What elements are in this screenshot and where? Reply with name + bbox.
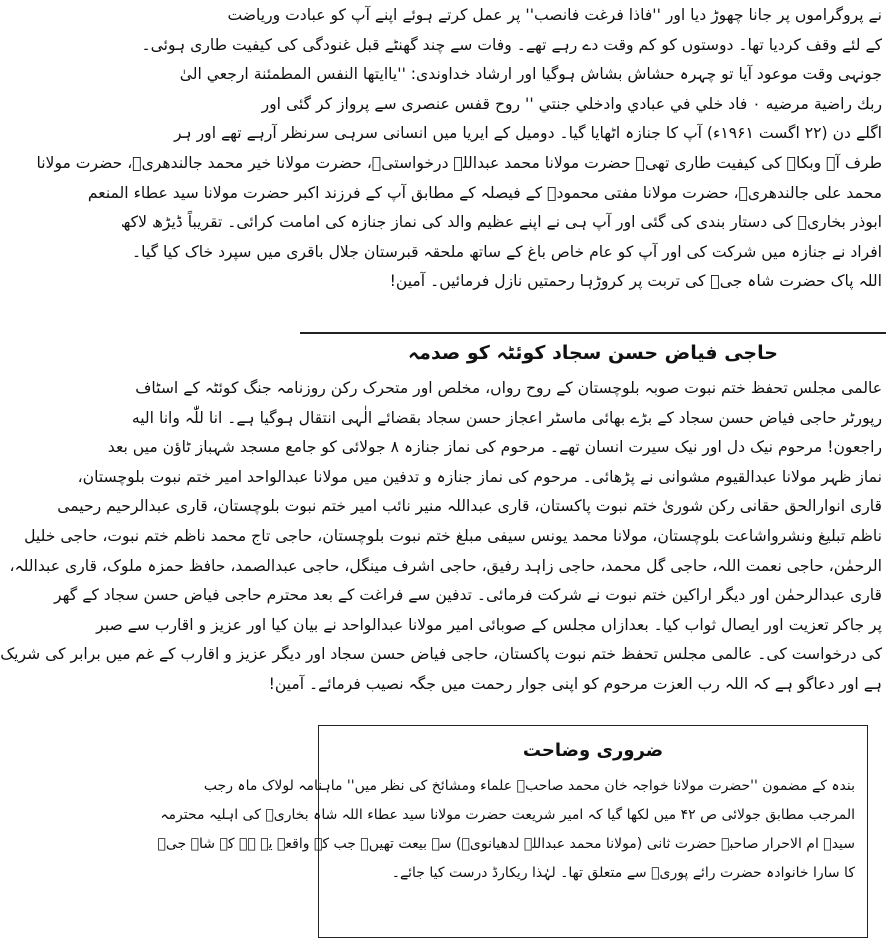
text-line: ناظم تبلیغ ونشرواشاعت بلوچستان، مولانا محمد یونس سیفی مبلغ ختم نبوت بلوچستان، حاجی تاج محمد ناظم ختم نبوت، حاجی خلیل	[24, 526, 882, 545]
text-line: نماز ظہر مولانا عبدالقیوم مشوانی نے پڑھائی۔ مرحوم کی نماز جنازہ و تدفین میں مولانا عبدالواحد امیر ختم نبوت بلوچستان،	[77, 467, 882, 486]
text-line: عالمی مجلس تحفظ ختم نبوت صوبہ بلوچستان کے روح رواں، مخلص اور متحرک رکن روزنامہ جنگ کوئٹہ کے اسٹاف	[135, 379, 882, 397]
text-line: نے پروگراموں پر جانا چھوڑ دیا اور ''فاذا فرغت فانصب'' پر عمل کرتے ہوئے اپنے آپ کو عبادت وریاضت	[227, 6, 882, 24]
text-line: طرف آہ وبکاہ کی کیفیت طاری تھی۔ حضرت مولانا محمد عبداللہ درخواستیؒ، حضرت مولانا خیر محمد جالندھریؒ، حضرت مولانا	[36, 153, 882, 172]
text-line: افراد نے جنازہ میں شرکت کی اور آپ کو عام خاص باغ کے ساتھ ملحقہ قبرستان جلال باقری میں سپرد خاک کیا گیا۔	[132, 242, 882, 261]
text-line: رپورٹر حاجی فیاض حسن سجاد کے بڑے بھائی ماسٹر اعجاز حسن سجاد بقضائے الٰہی انتقال ہوگیا ہے۔ انا للّٰہ وانا الیه	[131, 408, 882, 427]
text-line: پر جاکر تعزیت اور ایصال ثواب کیا۔ بعدازاں مجلس کے صوبائی امیر مولانا عبدالواحد نے بیان کیا اور عزیز و اقارب سے صبر	[96, 615, 882, 634]
section-divider	[300, 332, 886, 334]
text-line: ربك راضية مرضيه ۰ فاد خلي في عبادي وادخلي جنتي '' روح قفس عنصری سے پرواز کر گئی اور	[261, 94, 882, 113]
notice-body	[157, 772, 855, 888]
text-line: اگلے دن (۲۲ اگست ۱۹۶۱ء) آپ کا جنازہ اٹھایا گیا۔ دومیل کے ایریا میں انسانی سرہی سرنظر آرہے تھے اور ہر	[173, 124, 882, 143]
text-line: محمد علی جالندھریؒ، حضرت مولانا مفتی محمودؒ کے فیصلہ کے مطابق آپ کے فرزند اکبر حضرت مولانا سید عطاء المنعم	[87, 183, 882, 202]
text-line: قاری عبدالرحمٰن اور دیگر اراکین ختم نبوت نے شرکت فرمائی۔ تدفین سے فراغت کے بعد محترم حاجی فیاض حسن سجاد کے گھر	[54, 586, 882, 605]
notice-box	[157, 725, 868, 938]
text-line: ہے اور دعاگو ہے کہ اللہ رب العزت مرحوم کو اپنی جوار رحمت میں جگہ نصیب فرمائے۔ آمین!	[268, 674, 882, 693]
text-line: سیدہ ام الاحرار صاحبہ حضرت ثانی (مولانا محمد عبداللہ لدھیانویؒ) سے بیعت تھیں۔ جب کہ واقعہ یہ ہے کہ شاہ جیؒ	[157, 836, 855, 852]
text-line: جونہی وقت موعود آیا تو چہرہ حشاش بشاش ہوگیا اور ارشاد خداوندی: ''یاایتها النفس المطمئنة ارجعي الیٰ	[179, 65, 882, 84]
text-line: قاری انوارالحق حقانی رکن شوریٰ ختم نبوت پاکستان، قاری عبداللہ منیر نائب امیر ختم نبوت بلوچستان، قاری عبدالرحیم رحیمی	[57, 497, 882, 516]
text-line: ابوذر بخاریؒ کی دستار بندی کی گئی اور آپ ہی نے اپنے عظیم والد کی نماز جنازہ کی امامت کرائی۔ تقریباً ڈیڑھ لاکھ	[120, 213, 882, 232]
text-line: الرحمٰن، حاجی نعمت اللہ، حاجی گل محمد، حاجی زاہد رفیق، حاجی اشرف مینگل، حاجی عبدالصمد، حافظ حمزہ ملوک، قاری عبداللہ،	[9, 556, 882, 575]
news-body	[0, 374, 882, 700]
news-heading: حاجی فیاض حسن سجاد کوئٹہ کو صدمہ	[408, 342, 778, 364]
text-line: کی درخواست کی۔ عالمی مجلس تحفظ ختم نبوت پاکستان، حاجی فیاض حسن سجاد اور دیگر عزیز و اقارب کے غم میں برابر کی شریک	[0, 645, 882, 664]
text-line: کا سارا خانوادہ حضرت رائے پوریؒ سے متعلق تھا۔ لہٰذا ریکارڈ درست کیا جائے۔	[391, 865, 855, 881]
notice-heading: ضروری وضاحت	[522, 740, 664, 761]
article-continuation	[36, 1, 882, 297]
text-line: اللہ پاک حضرت شاہ جیؒ کی تربت پر کروڑہا رحمتیں نازل فرمائیں۔ آمین!	[389, 272, 882, 291]
text-line: کے لئے وقف کردیا تھا۔ دوستوں کو کم وقت دے رہے تھے۔ وفات سے چند گھنٹے قبل غنودگی کی کیفیت طاری ہوئی۔	[141, 35, 882, 54]
text-line: راجعون! مرحوم نیک دل اور نیک سیرت انسان تھے۔ مرحوم کی نماز جنازہ ۸ جولائی کو جامع مسجد شہباز ٹاؤن میں بعد	[107, 438, 882, 457]
text-line: بندہ کے مضمون ''حضرت مولانا خواجہ خان محمد صاحبؒ علماء ومشائخ کی نظر میں'' ماہنامہ لولاک ماہ رجب	[203, 778, 855, 794]
text-line: المرجب مطابق جولائی ص ۴۲ میں لکھا گیا کہ امیر شریعت حضرت مولانا سید عطاء اللہ شاہ بخاریؒ کی اہلیہ محترمہ	[160, 807, 855, 823]
